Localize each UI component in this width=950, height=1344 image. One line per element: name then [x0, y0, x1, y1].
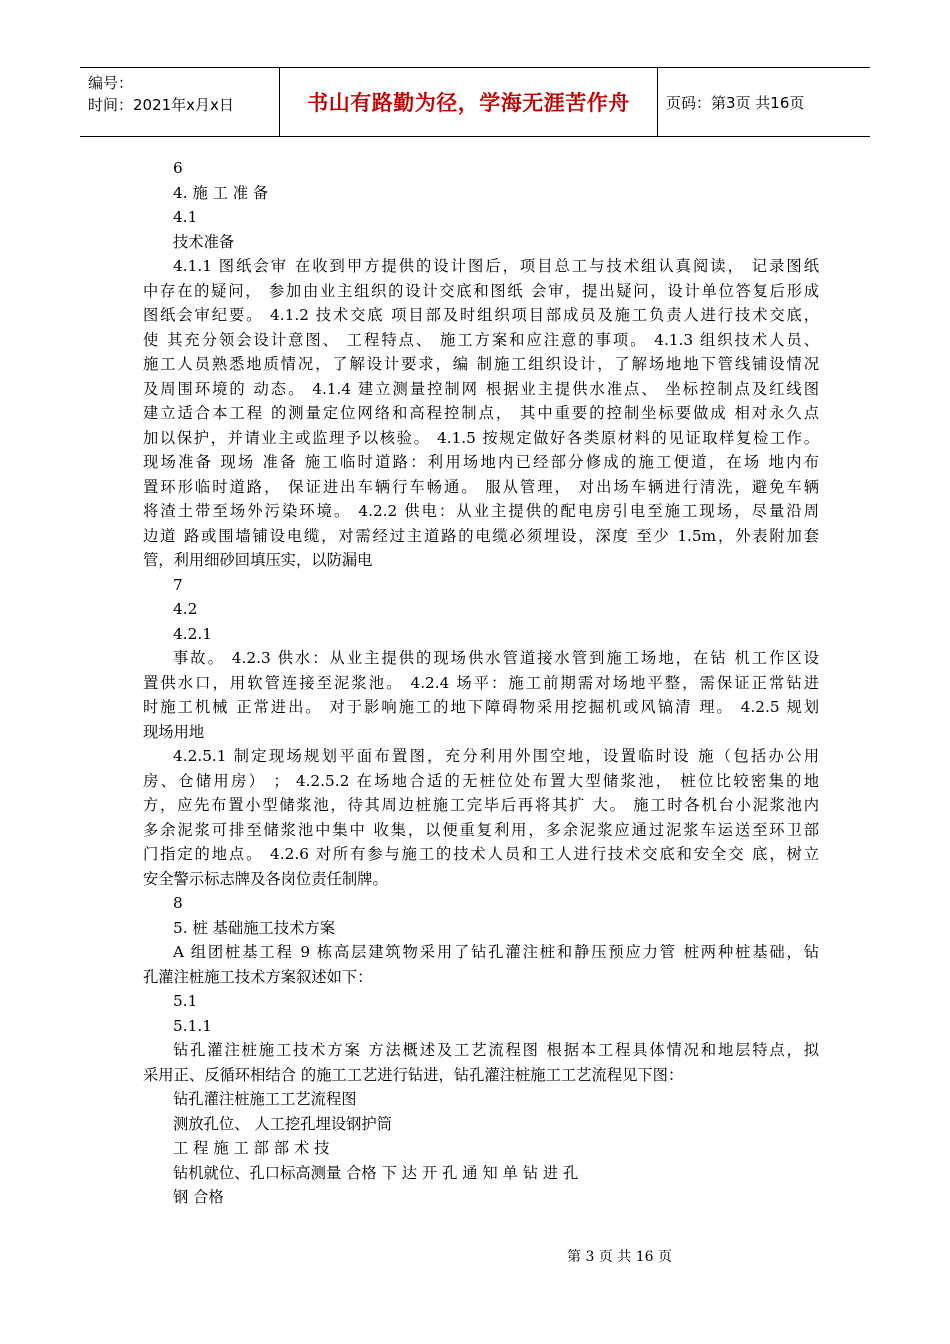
flowchart-title: 钻孔灌注桩施工工艺流程图 [173, 1090, 357, 1108]
body-line: 7 [173, 575, 183, 594]
page-footer: 第 3 页 共 16 页 [567, 1249, 672, 1265]
header-motto: 书山有路勤为径，学海无涯苦作舟 [307, 91, 630, 115]
paragraph-line: 现场准备 现场 准备 施工临时道路：利用场地内已经部分修成的施工便道，在场 地内布 [143, 453, 819, 471]
paragraph-line: 方，应先布置小型储浆池，待其周边桩施工完毕后再将其扩 大。 施工时各机台小泥浆池内 [143, 796, 819, 814]
paragraph-line: 图纸会审纪要。 4.1.2 技术交底 项目部及时组织项目部成员及施工负责人进行技术交底， [143, 306, 819, 324]
page-header [80, 67, 870, 137]
header-motto-cell [280, 68, 658, 136]
header-page-number: 页码：第3页 共16页 [666, 93, 805, 112]
body-line: 4.2.1 [173, 624, 212, 643]
paragraph-line: 加以保护，并请业主或监理予以核验。 4.1.5 按规定做好各类原材料的见证取样复检工作。 [143, 428, 819, 447]
body-line: 5.1.1 [173, 1016, 212, 1035]
paragraph-line: 孔灌注桩施工技术方案叙述如下： [143, 967, 373, 986]
flowchart-step: 测放孔位、 人工挖孔埋设钢护筒 [173, 1114, 393, 1133]
paragraph-line: 中存在的疑问， 参加由业主组织的设计交底和图纸 会审，提出疑问，设计单位答复后形成 [143, 281, 819, 300]
section-heading: 4. 施 工 准 备 [173, 183, 269, 202]
document-time-label: 时间：2021年x月x日 [88, 96, 234, 114]
paragraph-line: 门指定的地点。 4.2.6 对所有参与施工的技术人员和工人进行技术交底和安全交 底，树立 [143, 845, 819, 863]
paragraph-line: 时施工机械 正常进出。 对于影响施工的地下障碍物采用挖掘机或风镐清 理。 4.2.5 规划 [143, 698, 819, 716]
header-page-cell [658, 68, 870, 136]
paragraph-line: 边道 路或围墙铺设电缆，对需经过主道路的电缆必须埋设，深度 至少 1.5m，外表附加套 [143, 526, 819, 545]
paragraph-line: 事故。 4.2.3 供水：从业主提供的现场供水管道接水管到施工场地，在钻 机工作区设 [173, 649, 819, 667]
document-body [143, 156, 819, 1210]
paragraph-line: 管，利用细砂回填压实，以防漏电 [143, 551, 373, 569]
paragraph-line: 房、仓储用房） ； 4.2.5.2 在场地合适的无桩位处布置大型储浆池， 桩位比较密集的地 [143, 771, 819, 790]
paragraph-line: 现场用地 [143, 722, 205, 741]
body-line: 4.2 [173, 600, 198, 618]
paragraph-line: 置供水口，用软管连接至泥浆池。 4.2.4 场平：施工前期需对场地平整，需保证正常钻进 [143, 673, 819, 692]
paragraph-line: 建立适合本工程 的测量定位网络和高程控制点， 其中重要的控制坐标要做成 相对永久点 [143, 404, 819, 422]
paragraph-line: 施工人员熟悉地质情况，了解设计要求，编 制施工组织设计，了解场地地下管线铺设情况 [143, 355, 819, 373]
paragraph-line: 安全警示标志牌及各岗位责任制牌。 [143, 869, 388, 888]
body-line: 5.1 [173, 992, 198, 1010]
flowchart-step: 钢 合格 [173, 1188, 224, 1206]
header-info-cell [80, 68, 280, 136]
paragraph-line: 多余泥浆可排至储浆池中集中 收集，以便重复利用，多余泥浆应通过泥浆车运送至环卫部 [143, 820, 819, 839]
body-line: 8 [173, 894, 183, 912]
paragraph-line: 将渣土带至场外污染环境。 4.2.2 供电：从业主提供的配电房引电至施工现场，尽量沿周 [143, 502, 819, 520]
paragraph-line: 及周围环境的 动态。 4.1.4 建立测量控制网 根据业主提供水准点、 坐标控制点及红线图 [143, 379, 819, 398]
subsection-heading: 技术准备 [173, 232, 235, 251]
flowchart-step: 钻机就位、孔口标高测量 合格 下 达 开 孔 通 知 单 钻 进 孔 [173, 1163, 579, 1182]
paragraph-line: 4.1.1 图纸会审 在收到甲方提供的设计图后，项目总工与技术组认真阅读， 记录图纸 [173, 257, 819, 275]
paragraph-line: 4.2.5.1 制定现场规划平面布置图，充分利用外围空地，设置临时设 施（包括办公用 [173, 747, 819, 765]
paragraph-line: 置环形临时道路， 保证进出车辆行车畅通。 服从管理， 对出场车辆进行清洗，避免车辆 [143, 477, 819, 496]
body-line: 6 [173, 159, 183, 177]
flowchart-step: 工 程 施 工 部 部 术 技 [173, 1139, 330, 1157]
section-heading: 5. 桩 基础施工技术方案 [173, 918, 335, 937]
paragraph-line: 使 其充分领会设计意图、 工程特点、 施工方案和应注意的事项。 4.1.3 组织技术人员、 [143, 330, 819, 349]
paragraph-line: 采用正、反循环相结合 的施工工艺进行钻进，钻孔灌注桩施工工艺流程见下图： [143, 1065, 684, 1084]
paragraph-line: 钻孔灌注桩施工技术方案 方法概述及工艺流程图 根据本工程具体情况和地层特点，拟 [173, 1041, 819, 1059]
paragraph-line: A 组团桩基工程 9 栋高层建筑物采用了钻孔灌注桩和静压预应力管 桩两种桩基础，钻 [173, 943, 819, 961]
body-line: 4.1 [173, 208, 198, 226]
document-number-label: 编号： [88, 74, 134, 92]
